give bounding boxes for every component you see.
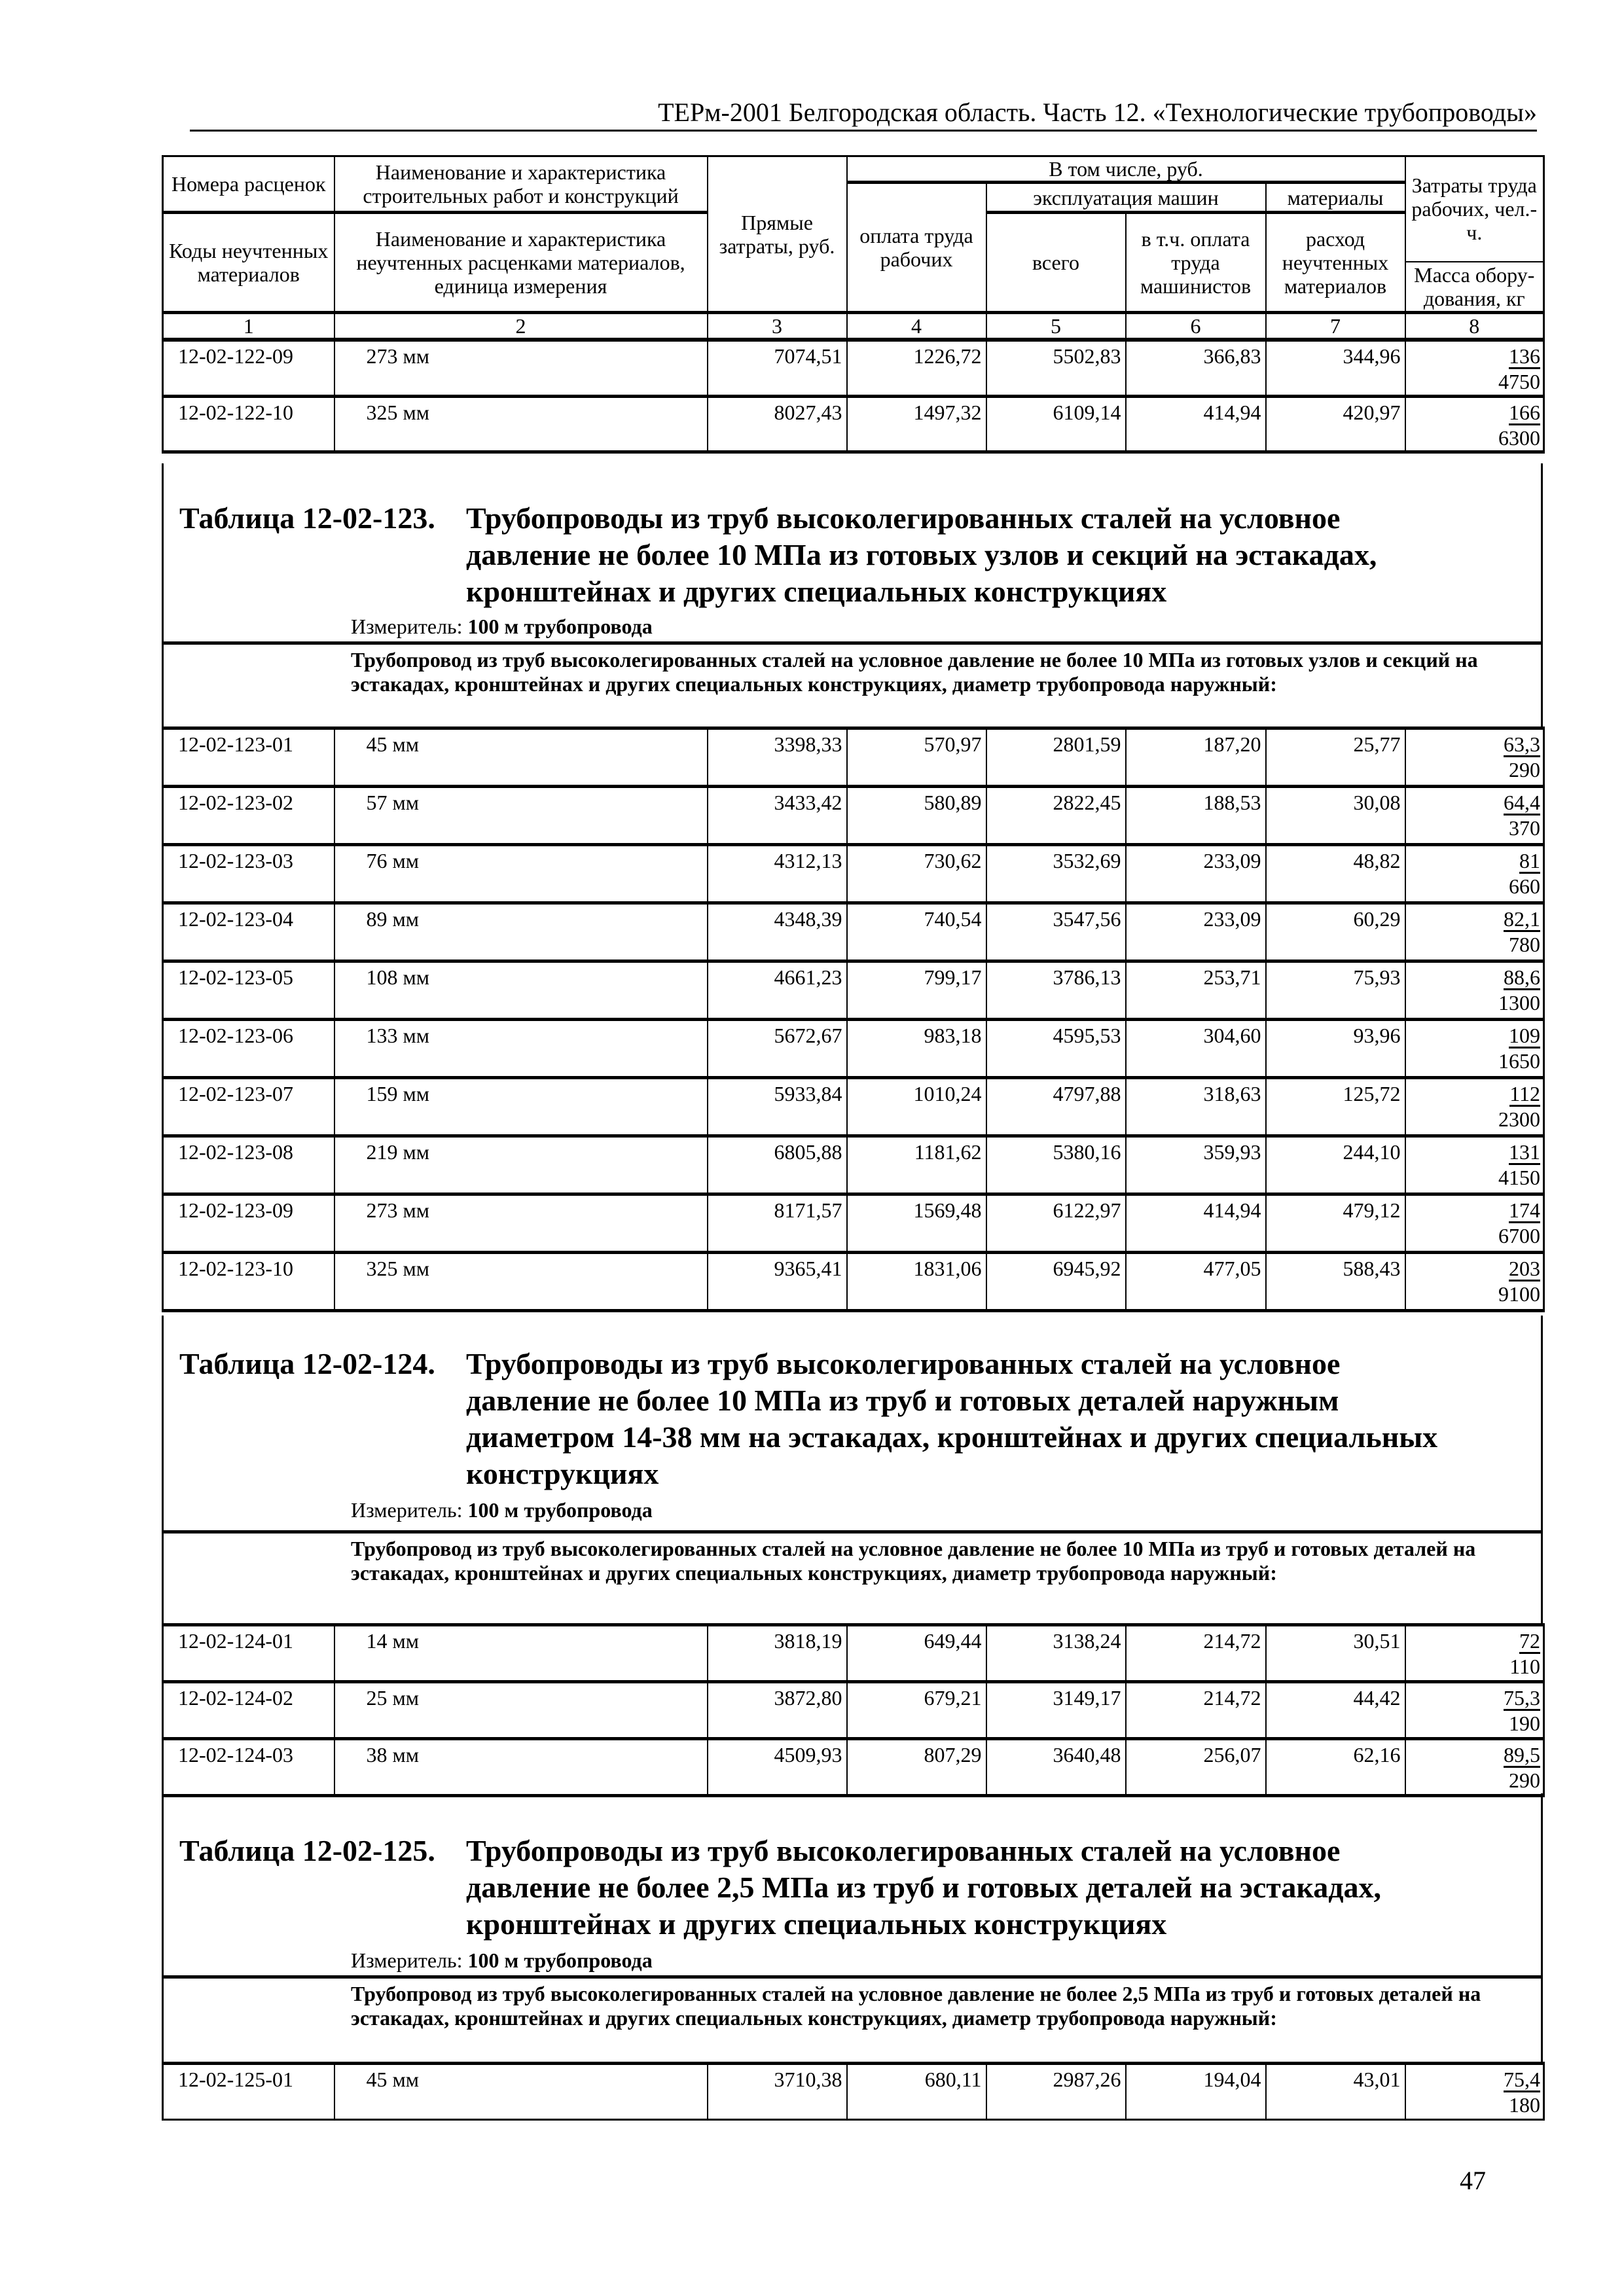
machine-labor: 194,04	[1126, 2064, 1266, 2120]
machine-total: 2822,45	[986, 787, 1126, 845]
labor-hours: 75,3	[1504, 1686, 1540, 1710]
direct-cost: 9365,41	[708, 1253, 847, 1311]
labor-cost: 1497,32	[847, 396, 986, 452]
direct-cost: 8027,43	[708, 396, 847, 452]
equipment-mass: 110	[1509, 1655, 1540, 1678]
labor-hours: 72	[1519, 1629, 1540, 1653]
rate-name: 219 мм	[334, 1136, 708, 1194]
meter-value: 100 м трубопровода	[467, 1948, 653, 1972]
labor-hours: 112	[1509, 1082, 1540, 1105]
materials-cost: 62,16	[1266, 1739, 1405, 1796]
table-124-title-line4: конструкциях	[466, 1457, 659, 1490]
col-number-8: 8	[1405, 313, 1544, 340]
labor-hours: 166	[1509, 400, 1540, 424]
materials-cost: 60,29	[1266, 903, 1405, 961]
table-row	[163, 341, 1544, 396]
materials-cost: 25,77	[1266, 728, 1405, 787]
direct-cost: 8171,57	[708, 1194, 847, 1253]
meter-label: Измеритель:	[351, 1498, 463, 1522]
equipment-mass: 290	[1509, 758, 1540, 781]
table-124-title-line3: диаметром 14-38 мм на эстакадах, кронштейнах и других специальных	[466, 1420, 1438, 1454]
col-number-4: 4	[847, 313, 986, 340]
table-row	[163, 903, 1544, 961]
table-123-rows	[162, 726, 1545, 1312]
direct-cost: 7074,51	[708, 341, 847, 396]
labor-hours: 81	[1519, 849, 1540, 872]
rate-code: 12-02-124-03	[163, 1739, 334, 1796]
machine-labor: 187,20	[1126, 728, 1266, 787]
labor-hours-mass	[1405, 1020, 1544, 1078]
equipment-mass: 4750	[1498, 370, 1540, 393]
materials-cost: 43,01	[1266, 2064, 1405, 2120]
labor-hours: 63,3	[1504, 732, 1540, 756]
table-row	[163, 1253, 1544, 1311]
table-row	[163, 961, 1544, 1020]
direct-cost: 6805,88	[708, 1136, 847, 1194]
labor-hours: 64,4	[1504, 791, 1540, 814]
equipment-mass: 2300	[1498, 1107, 1540, 1131]
rate-name: 38 мм	[334, 1739, 708, 1796]
rate-name: 108 мм	[334, 961, 708, 1020]
rate-code: 12-02-123-09	[163, 1194, 334, 1253]
direct-cost: 4348,39	[708, 903, 847, 961]
machine-total: 3640,48	[986, 1739, 1126, 1796]
labor-hours-mass	[1405, 1136, 1544, 1194]
rate-name: 25 мм	[334, 1682, 708, 1739]
labor-cost: 807,29	[847, 1739, 986, 1796]
machine-total: 3786,13	[986, 961, 1126, 1020]
machine-total: 5380,16	[986, 1136, 1126, 1194]
table-row	[163, 1682, 1544, 1739]
labor-hours-mass	[1405, 1078, 1544, 1136]
meter-label: Измеритель:	[351, 615, 463, 638]
header-rule	[190, 130, 1537, 132]
meter-label: Измеритель:	[351, 1948, 463, 1972]
materials-cost: 44,42	[1266, 1682, 1405, 1739]
rate-name: 325 мм	[334, 1253, 708, 1311]
group-machines-header: эксплуатация машин	[986, 183, 1266, 213]
direct-cost: 3872,80	[708, 1682, 847, 1739]
machine-labor: 366,83	[1126, 341, 1266, 396]
labor-hours-mass	[1405, 1194, 1544, 1253]
labor-cost: 649,44	[847, 1625, 986, 1682]
group-including-header: В том числе, руб.	[847, 156, 1405, 183]
rate-code: 12-02-122-09	[163, 341, 334, 396]
equipment-mass: 190	[1509, 1712, 1540, 1735]
rate-code: 12-02-124-02	[163, 1682, 334, 1739]
col5-header: всего	[986, 213, 1126, 313]
divider	[164, 1530, 1541, 1534]
col-number-1: 1	[163, 313, 334, 340]
labor-hours-mass	[1405, 728, 1544, 787]
direct-cost: 4312,13	[708, 845, 847, 903]
col8-bottom-header: Масса обору-дования, кг	[1405, 262, 1544, 313]
rate-code: 12-02-124-01	[163, 1625, 334, 1682]
table-123-title-line3: кронштейнах и других специальных конструкциях	[466, 575, 1167, 608]
labor-cost: 740,54	[847, 903, 986, 961]
col3-header: Прямые затраты, руб.	[708, 156, 847, 313]
meter-value: 100 м трубопровода	[467, 1498, 653, 1522]
equipment-mass: 6300	[1498, 425, 1540, 450]
machine-total: 6945,92	[986, 1253, 1126, 1311]
table-row	[163, 728, 1544, 787]
direct-cost: 3433,42	[708, 787, 847, 845]
equipment-mass: 1300	[1498, 991, 1540, 1014]
table-123-label: Таблица 12-02-123.	[179, 501, 435, 535]
materials-cost: 479,12	[1266, 1194, 1405, 1253]
labor-hours-mass	[1405, 1625, 1544, 1682]
rate-code: 12-02-125-01	[163, 2064, 334, 2120]
machine-total: 4595,53	[986, 1020, 1126, 1078]
machine-total: 6122,97	[986, 1194, 1126, 1253]
equipment-mass: 290	[1509, 1768, 1540, 1792]
rate-code: 12-02-122-10	[163, 396, 334, 452]
rate-code: 12-02-123-10	[163, 1253, 334, 1311]
materials-cost: 344,96	[1266, 341, 1405, 396]
labor-cost: 570,97	[847, 728, 986, 787]
rate-name: 89 мм	[334, 903, 708, 961]
rate-code: 12-02-123-04	[163, 903, 334, 961]
col2-bottom-header: Наименование и характеристика неучтенных расценками материалов, единица измерения	[334, 213, 708, 313]
equipment-mass: 660	[1509, 874, 1540, 898]
labor-hours-mass	[1405, 903, 1544, 961]
table-125-title-line1: Трубопроводы из труб высоколегированных сталей на условное	[466, 1834, 1341, 1867]
direct-cost: 4661,23	[708, 961, 847, 1020]
running-header: ТЕРм-2001 Белгородская область. Часть 12. «Технологические трубопроводы»	[658, 98, 1537, 127]
table-row	[163, 1739, 1544, 1796]
table-124-title-line1: Трубопроводы из труб высоколегированных сталей на условное	[466, 1347, 1341, 1380]
machine-total: 2987,26	[986, 2064, 1126, 2120]
rate-code: 12-02-123-07	[163, 1078, 334, 1136]
labor-cost: 983,18	[847, 1020, 986, 1078]
rate-code: 12-02-123-02	[163, 787, 334, 845]
divider	[164, 641, 1541, 645]
table-124-title-line2: давление не более 10 МПа из труб и готовых деталей наружным	[466, 1384, 1339, 1417]
materials-cost: 30,51	[1266, 1625, 1405, 1682]
labor-cost: 799,17	[847, 961, 986, 1020]
machine-total: 5502,83	[986, 341, 1126, 396]
machine-total: 6109,14	[986, 396, 1126, 452]
page-number: 47	[1460, 2166, 1486, 2195]
table-125-rows	[162, 2062, 1545, 2121]
meter-value: 100 м трубопровода	[467, 615, 653, 638]
rate-code: 12-02-123-01	[163, 728, 334, 787]
rate-name: 159 мм	[334, 1078, 708, 1136]
labor-cost: 1569,48	[847, 1194, 986, 1253]
col7-header: расход неучтенных материалов	[1266, 213, 1405, 313]
machine-labor: 256,07	[1126, 1739, 1266, 1796]
labor-hours: 203	[1509, 1257, 1540, 1280]
direct-cost: 3818,19	[708, 1625, 847, 1682]
table-124-heading	[162, 1316, 1543, 1623]
labor-hours-mass	[1405, 2064, 1544, 2120]
col4-header: оплата труда рабочих	[847, 183, 986, 313]
table-125-title-line2: давление не более 2,5 МПа из труб и готовых деталей на эстакадах,	[466, 1871, 1381, 1904]
col8-top-header: Затраты труда рабочих, чел.-ч.	[1405, 156, 1544, 262]
equipment-mass: 780	[1509, 933, 1540, 956]
labor-hours: 88,6	[1504, 965, 1540, 989]
rate-name: 45 мм	[334, 2064, 708, 2120]
labor-cost: 730,62	[847, 845, 986, 903]
machine-labor: 214,72	[1126, 1625, 1266, 1682]
machine-labor: 214,72	[1126, 1682, 1266, 1739]
machine-total: 3138,24	[986, 1625, 1126, 1682]
labor-hours: 109	[1509, 1024, 1540, 1047]
col2-top-header: Наименование и характеристика строительных работ и конструкций	[334, 156, 708, 213]
direct-cost: 3398,33	[708, 728, 847, 787]
rate-code: 12-02-123-03	[163, 845, 334, 903]
machine-total: 3547,56	[986, 903, 1126, 961]
col1-top-header: Номера расценок	[163, 156, 334, 213]
table-125-title-line3: кронштейнах и других специальных конструкциях	[466, 1907, 1167, 1941]
table-124-group-description: Трубопровод из труб высоколегированных сталей на условное давление не более 10 МПа из труб и готовых деталей на эстакадах, кронштейнах и других специальных конструкциях, диаметр трубопровода наружный:	[351, 1537, 1476, 1585]
equipment-mass: 370	[1509, 816, 1540, 840]
equipment-mass: 6700	[1498, 1224, 1540, 1247]
table-125-heading	[162, 1793, 1543, 2063]
labor-hours-mass	[1405, 341, 1544, 396]
table-123-title-line2: давление не более 10 МПа из готовых узлов и секций на эстакадах,	[466, 538, 1377, 571]
col-number-5: 5	[986, 313, 1126, 340]
table-125-meter	[351, 1948, 653, 1973]
table-124-label: Таблица 12-02-124.	[179, 1347, 435, 1380]
rate-name: 14 мм	[334, 1625, 708, 1682]
col-number-3: 3	[708, 313, 847, 340]
direct-cost: 5933,84	[708, 1078, 847, 1136]
labor-hours-mass	[1405, 1682, 1544, 1739]
materials-cost: 244,10	[1266, 1136, 1405, 1194]
table-row	[163, 1020, 1544, 1078]
table-row	[163, 845, 1544, 903]
labor-cost: 580,89	[847, 787, 986, 845]
materials-cost: 30,08	[1266, 787, 1405, 845]
table-124-meter	[351, 1498, 653, 1522]
equipment-mass: 180	[1509, 2093, 1540, 2117]
table-row	[163, 1625, 1544, 1682]
machine-labor: 414,94	[1126, 1194, 1266, 1253]
equipment-mass: 1650	[1498, 1049, 1540, 1073]
machine-total: 3532,69	[986, 845, 1126, 903]
labor-cost: 1181,62	[847, 1136, 986, 1194]
machine-labor: 359,93	[1126, 1136, 1266, 1194]
rate-name: 76 мм	[334, 845, 708, 903]
machine-total: 4797,88	[986, 1078, 1126, 1136]
table-row	[163, 1136, 1544, 1194]
col-number-2: 2	[334, 313, 708, 340]
rate-name: 57 мм	[334, 787, 708, 845]
machine-labor: 253,71	[1126, 961, 1266, 1020]
table-row	[163, 787, 1544, 845]
equipment-mass: 4150	[1498, 1166, 1540, 1189]
labor-cost: 679,21	[847, 1682, 986, 1739]
equipment-mass: 9100	[1498, 1282, 1540, 1306]
labor-cost: 680,11	[847, 2064, 986, 2120]
materials-cost: 125,72	[1266, 1078, 1405, 1136]
machine-labor: 188,53	[1126, 787, 1266, 845]
labor-cost: 1010,24	[847, 1078, 986, 1136]
machine-labor: 304,60	[1126, 1020, 1266, 1078]
rate-name: 273 мм	[334, 1194, 708, 1253]
table-row	[163, 2064, 1544, 2120]
table-row	[163, 1194, 1544, 1253]
labor-cost: 1226,72	[847, 341, 986, 396]
column-header-table	[162, 155, 1545, 341]
machine-total: 3149,17	[986, 1682, 1126, 1739]
rate-name: 325 мм	[334, 396, 708, 452]
machine-labor: 477,05	[1126, 1253, 1266, 1311]
labor-hours-mass	[1405, 396, 1544, 452]
rate-name: 45 мм	[334, 728, 708, 787]
direct-cost: 5672,67	[708, 1020, 847, 1078]
labor-hours-mass	[1405, 961, 1544, 1020]
labor-hours: 136	[1509, 344, 1540, 368]
labor-hours-mass	[1405, 845, 1544, 903]
table-125-label: Таблица 12-02-125.	[179, 1834, 435, 1867]
col1-bottom-header: Коды неучтенных материалов	[163, 213, 334, 313]
labor-hours: 82,1	[1504, 907, 1540, 931]
table-122-rows	[162, 340, 1545, 454]
machine-labor: 233,09	[1126, 845, 1266, 903]
table-row	[163, 396, 1544, 452]
table-124-rows	[162, 1623, 1545, 1797]
table-123-heading	[162, 463, 1543, 726]
machine-total: 2801,59	[986, 728, 1126, 787]
labor-hours: 75,4	[1504, 2068, 1540, 2091]
table-row	[163, 1078, 1544, 1136]
machine-labor: 414,94	[1126, 396, 1266, 452]
table-123-title-line1: Трубопроводы из труб высоколегированных сталей на условное	[466, 501, 1341, 535]
col6-header: в т.ч. оплата труда машинистов	[1126, 213, 1266, 313]
labor-hours: 131	[1509, 1140, 1540, 1164]
labor-hours: 89,5	[1504, 1743, 1540, 1767]
rate-code: 12-02-123-05	[163, 961, 334, 1020]
rate-code: 12-02-123-06	[163, 1020, 334, 1078]
rate-name: 273 мм	[334, 341, 708, 396]
table-123-meter	[351, 614, 653, 639]
table-125-group-description: Трубопровод из труб высоколегированных сталей на условное давление не более 2,5 МПа из труб и готовых деталей на эстакадах, кронштейнах и других специальных конструкциях, диаметр трубопровода наружный:	[351, 1982, 1481, 2030]
labor-hours-mass	[1405, 1739, 1544, 1796]
machine-labor: 233,09	[1126, 903, 1266, 961]
labor-hours-mass	[1405, 787, 1544, 845]
labor-hours: 174	[1509, 1198, 1540, 1222]
labor-hours-mass	[1405, 1253, 1544, 1311]
direct-cost: 3710,38	[708, 2064, 847, 2120]
col-number-6: 6	[1126, 313, 1266, 340]
materials-cost: 588,43	[1266, 1253, 1405, 1311]
materials-cost: 75,93	[1266, 961, 1405, 1020]
materials-cost: 93,96	[1266, 1020, 1405, 1078]
divider	[164, 1975, 1541, 1979]
rate-code: 12-02-123-08	[163, 1136, 334, 1194]
materials-cost: 420,97	[1266, 396, 1405, 452]
materials-cost: 48,82	[1266, 845, 1405, 903]
labor-cost: 1831,06	[847, 1253, 986, 1311]
table-123-group-description: Трубопровод из труб высоколегированных сталей на условное давление не более 10 МПа из готовых узлов и секций на эстакадах, кронштейнах и других специальных конструкциях, диаметр трубопровода наружный:	[351, 648, 1478, 696]
rate-name: 133 мм	[334, 1020, 708, 1078]
machine-labor: 318,63	[1126, 1078, 1266, 1136]
group-materials-header: материалы	[1266, 183, 1405, 213]
direct-cost: 4509,93	[708, 1739, 847, 1796]
col-number-7: 7	[1266, 313, 1405, 340]
